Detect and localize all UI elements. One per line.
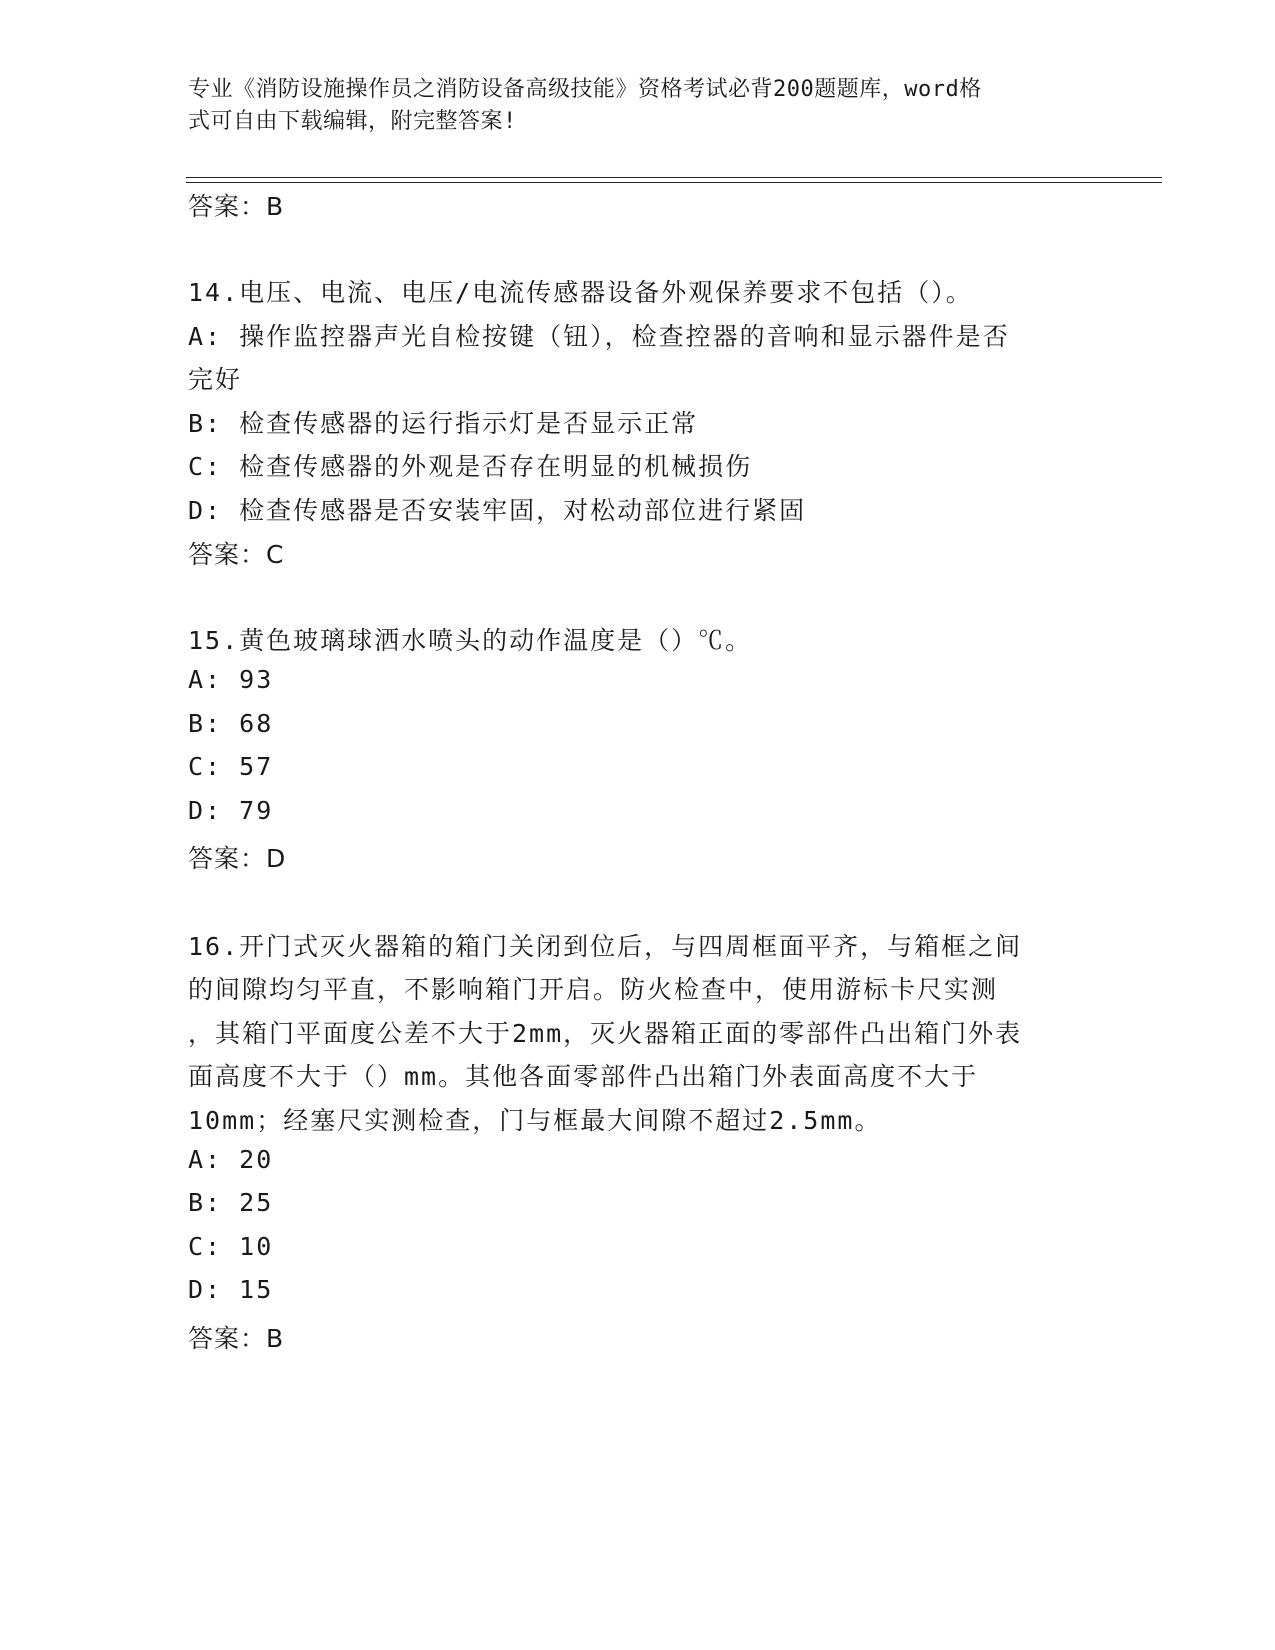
document-header: [188, 74, 1068, 138]
question-16-option-d: D: 15: [188, 1275, 274, 1304]
question-15-option-a: A: 93: [188, 665, 274, 694]
question-15-option-c: C: 57: [188, 752, 274, 781]
question-16-stem-line-3: ，其箱门平面度公差不大于2mm，灭火器箱正面的零部件凸出箱门外表: [188, 1019, 1023, 1048]
question-16-option-a: A: 20: [188, 1145, 274, 1174]
question-15-option-d: D: 79: [188, 796, 274, 825]
question-14-option-d: D: 检查传感器是否安装牢固，对松动部位进行紧固: [188, 496, 807, 525]
question-16-option-c: C: 10: [188, 1232, 274, 1261]
question-16-stem-line-2: 的间隙均匀平直，不影响箱门开启。防火检查中，使用游标卡尺实测: [188, 975, 999, 1004]
question-14-answer: 答案：C: [188, 540, 285, 569]
header-line-1: 专业《消防设施操作员之消防设备高级技能》资格考试必背200题题库，word格: [188, 77, 982, 102]
question-16-option-b: B: 25: [188, 1188, 274, 1217]
question-16-answer: 答案：B: [188, 1324, 285, 1353]
question-15-stem: 15.黄色玻璃球洒水喷头的动作温度是（）℃。: [188, 626, 753, 655]
header-divider-top: [186, 177, 1162, 178]
question-14-option-a: A: 操作监控器声光自检按键（钮），检查控器的音响和显示器件是否: [188, 322, 1010, 351]
question-14-option-a-cont: 完好: [188, 365, 243, 394]
question-16-stem-line-5: 10mm；经塞尺实测检查，门与框最大间隙不超过2.5mm。: [188, 1106, 882, 1135]
question-16-stem-line-1: 16.开门式灭火器箱的箱门关闭到位后，与四周框面平齐，与箱框之间: [188, 932, 1023, 961]
question-14-stem: 14.电压、电流、电压/电流传感器设备外观保养要求不包括（）。: [188, 278, 973, 307]
question-15-option-b: B: 68: [188, 709, 274, 738]
question-14-option-c: C: 检查传感器的外观是否存在明显的机械损伤: [188, 452, 753, 481]
question-14-option-b: B: 检查传感器的运行指示灯是否显示正常: [188, 409, 699, 438]
header-divider-bottom: [186, 182, 1162, 183]
question-16-stem-line-4: 面高度不大于（）mm。其他各面零部件凸出箱门外表面高度不大于: [188, 1062, 979, 1091]
question-15-answer: 答案：D: [188, 844, 287, 873]
previous-answer: 答案：B: [188, 192, 285, 221]
header-line-2: 式可自由下载编辑，附完整答案!: [188, 109, 517, 134]
